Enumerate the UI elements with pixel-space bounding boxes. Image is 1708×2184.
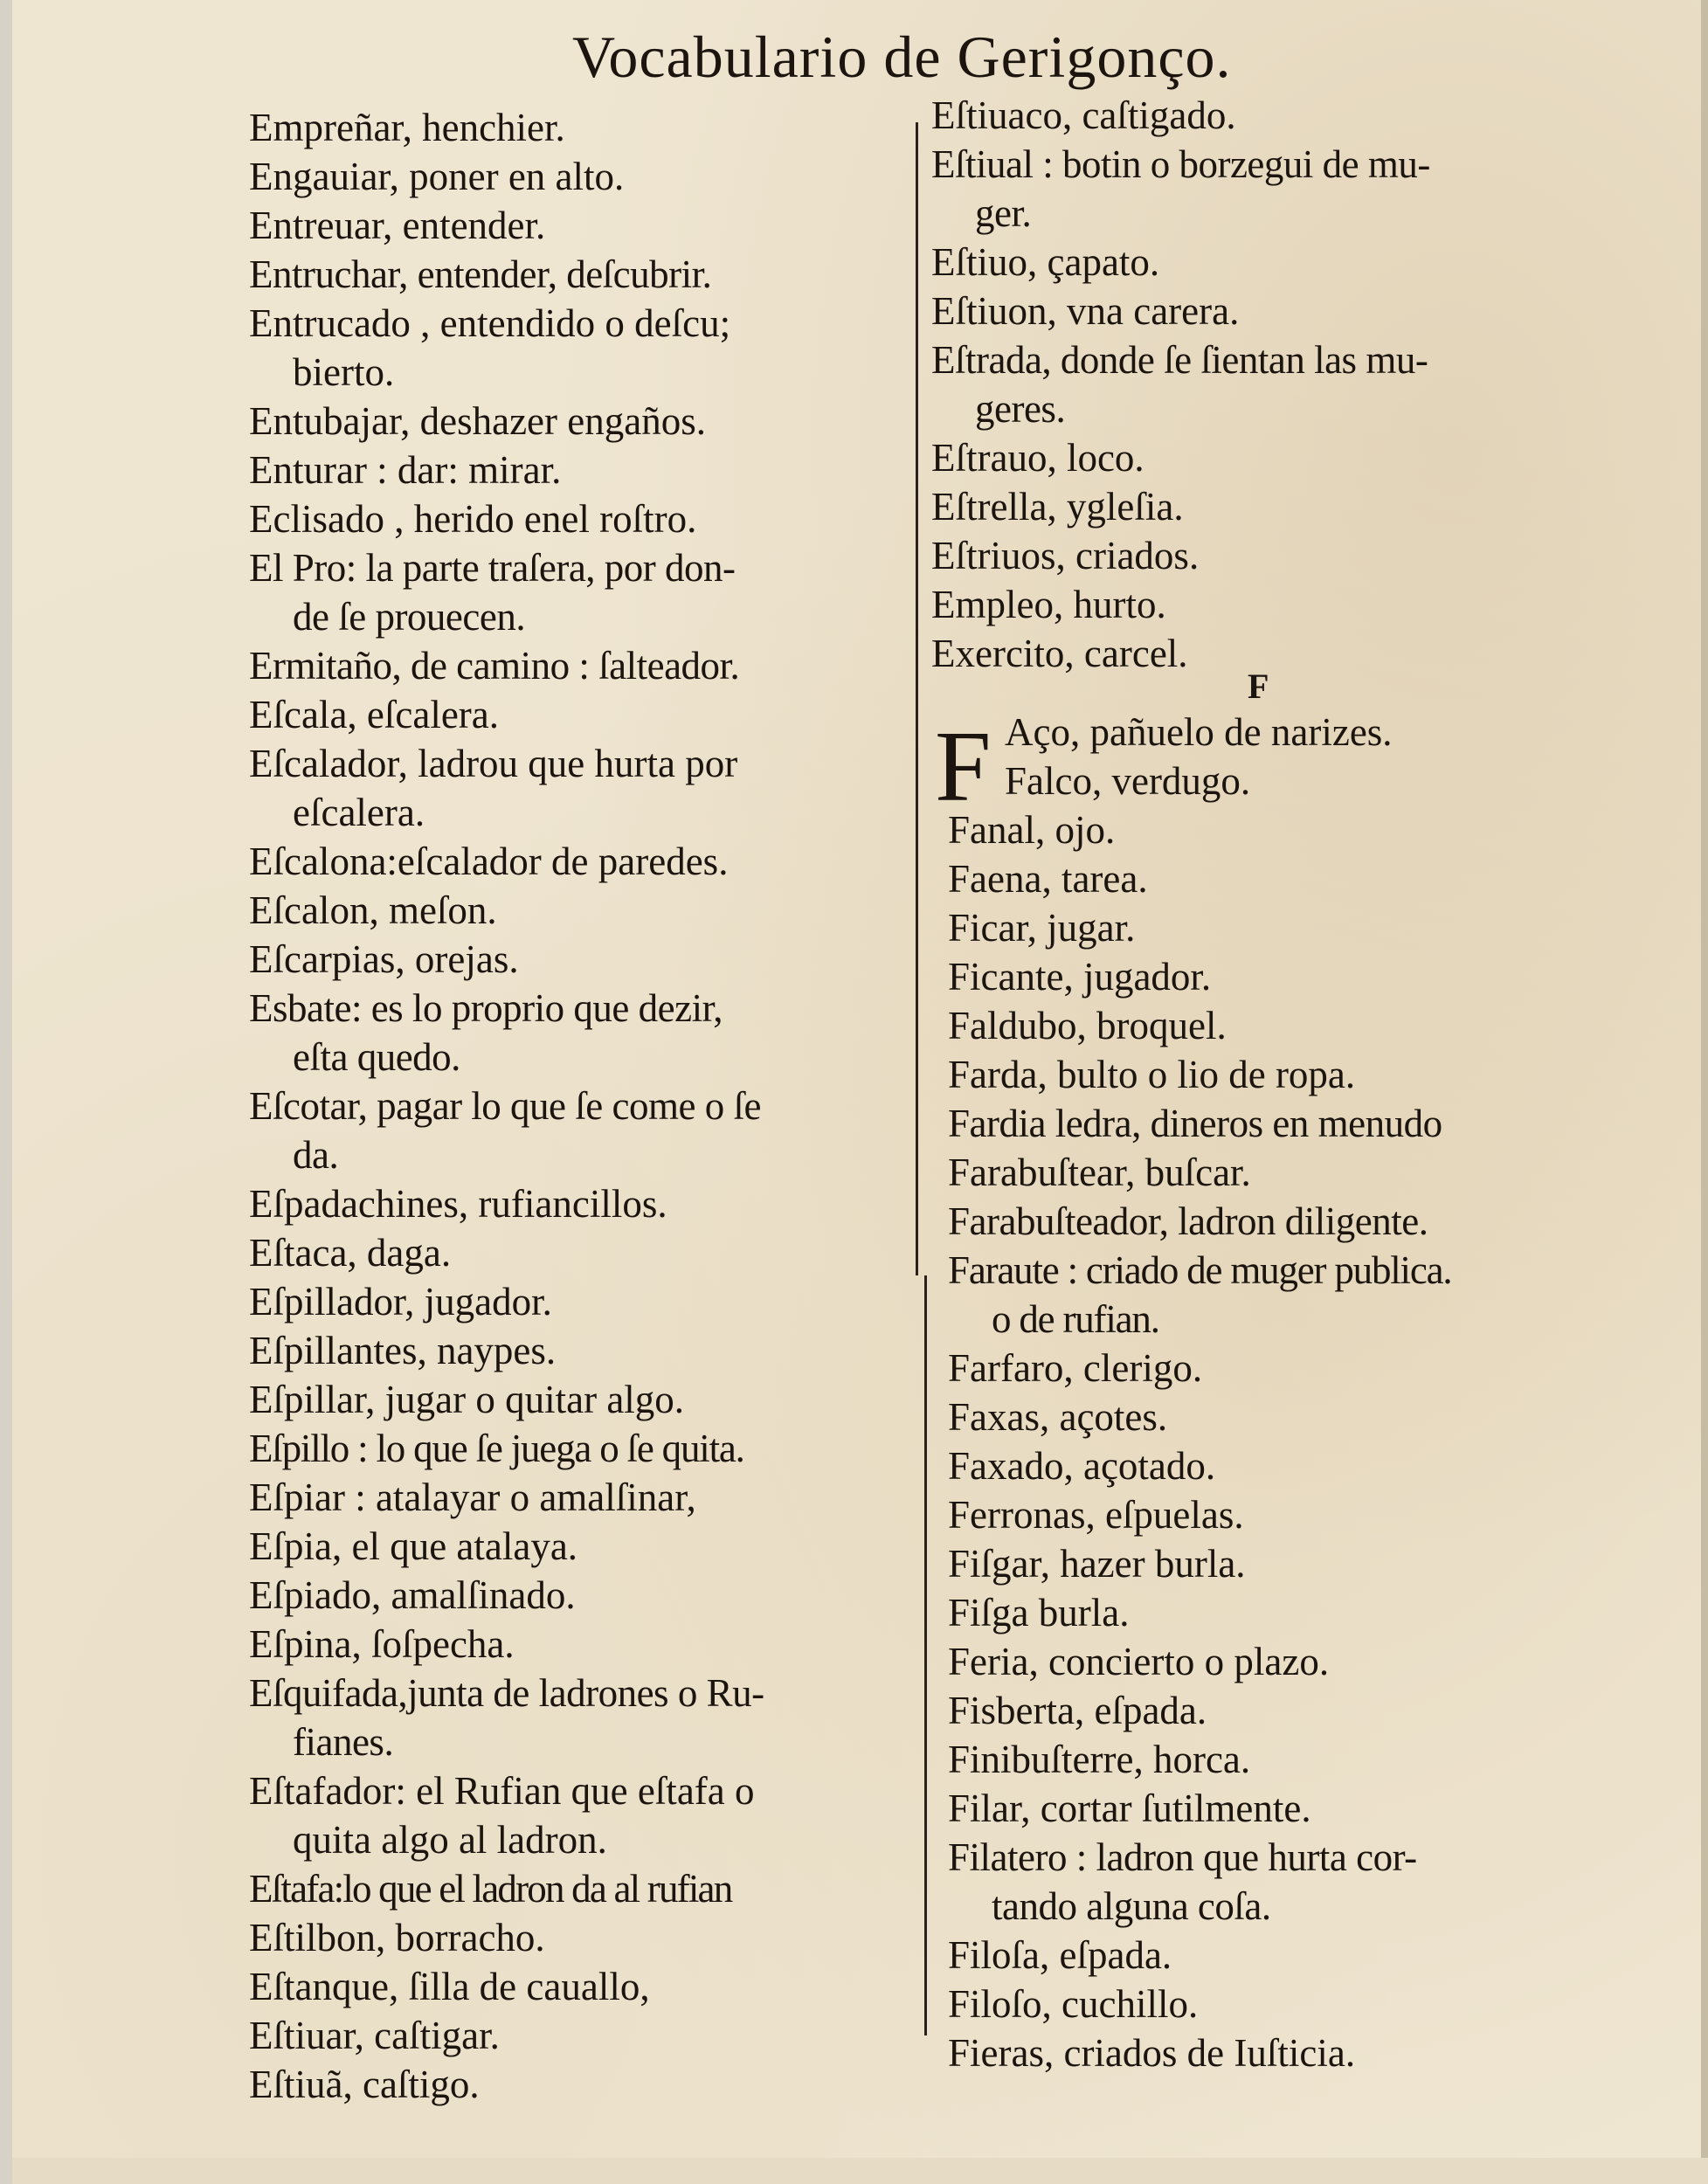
dictionary-entry	[931, 140, 1622, 238]
entry-text: Eſcalador, ladrou que hurta por	[249, 742, 738, 785]
entry-text: Exercito, carcel.	[931, 632, 1188, 675]
dictionary-entry	[249, 1766, 930, 1864]
dictionary-entry	[249, 543, 930, 641]
entry-continuation: ger.	[975, 191, 1032, 235]
entry-text: Eſcotar, pagar lo que ſe come o ſe	[249, 1084, 761, 1128]
entry-text: Feria, concierto o plazo.	[948, 1640, 1330, 1683]
entry-text: Eſtafador: el Rufian que eſtafa o	[249, 1769, 755, 1813]
dictionary-entry	[931, 335, 1622, 433]
dictionary-entry	[948, 1637, 1673, 1686]
dictionary-entry	[249, 446, 930, 494]
entry-text: Eſpillador, jugador.	[249, 1280, 552, 1324]
dictionary-entry	[249, 1913, 930, 1962]
dictionary-entry	[931, 433, 1622, 482]
left-column	[249, 103, 930, 2109]
entry-text: Eſpia, el que atalaya.	[249, 1524, 578, 1568]
entry-text: Entreuar, entender.	[249, 204, 546, 247]
dictionary-entry	[948, 805, 1673, 854]
entry-text: Eſcalona:eſcalador de paredes.	[249, 840, 729, 883]
dropcap-f: F	[935, 711, 992, 823]
entry-text: Eſtiuo, çapato.	[931, 240, 1160, 284]
dictionary-entry	[249, 984, 930, 1082]
dictionary-entry	[931, 580, 1622, 629]
dictionary-entry	[931, 482, 1622, 531]
entry-text: Eſtrella, ygleſia.	[931, 485, 1184, 529]
entry-text: Aço, pañuelo de narizes.	[1005, 710, 1393, 754]
entry-continuation: eſta quedo.	[293, 1035, 460, 1079]
entry-text: Eſtiuã, caſtigo.	[249, 2063, 480, 2106]
dictionary-entry	[948, 1344, 1673, 1393]
entry-continuation: o de rufian.	[992, 1297, 1159, 1341]
dictionary-entry	[931, 531, 1622, 580]
entry-text: Faena, tarea.	[948, 857, 1148, 901]
dictionary-entry	[249, 494, 930, 543]
page-bottom-shade	[12, 2158, 1708, 2184]
entry-continuation: de ſe prouecen.	[293, 595, 526, 639]
dictionary-entry	[249, 2060, 930, 2109]
dictionary-entry	[249, 1571, 930, 1620]
dictionary-entry	[249, 1864, 930, 1913]
dictionary-entry	[948, 1833, 1673, 1931]
dictionary-entry	[249, 886, 930, 935]
dictionary-entry	[948, 1931, 1673, 1980]
section-f-first-lines	[1005, 708, 1669, 805]
entry-text: Eſtiuaco, caſtigado.	[931, 93, 1236, 137]
entry-text: Eſpadachines, rufiancillos.	[249, 1182, 667, 1226]
entry-text: Fisberta, eſpada.	[948, 1689, 1207, 1732]
entry-text: Eſpillar, jugar o quitar algo.	[249, 1378, 685, 1421]
dictionary-entry	[948, 1001, 1673, 1050]
entry-text: Eſtaca, daga.	[249, 1231, 452, 1275]
entry-text: Eſtriuos, criados.	[931, 534, 1200, 577]
dictionary-entry	[249, 250, 930, 299]
entry-text: Faxado, açotado.	[948, 1444, 1216, 1488]
entry-continuation: eſcalera.	[293, 791, 425, 834]
dictionary-entry	[931, 629, 1622, 678]
entry-text: Eſquifada,junta de ladrones o Ru-	[249, 1671, 764, 1715]
entry-text: Empleo, hurto.	[931, 583, 1166, 626]
dictionary-entry	[249, 1179, 930, 1228]
entry-text: Ficante, jugador.	[948, 955, 1212, 999]
entry-text: Eſpiado, amalſinado.	[249, 1573, 576, 1617]
dictionary-entry	[948, 1148, 1673, 1197]
dictionary-entry	[948, 952, 1673, 1001]
entry-text: Eſpina, ſoſpecha.	[249, 1622, 515, 1666]
entry-text: Empreñar, henchier.	[249, 106, 565, 149]
entry-continuation: quita algo al ladron.	[293, 1818, 607, 1862]
entry-text: Enturar : dar: mirar.	[249, 448, 562, 492]
dictionary-entry	[249, 1326, 930, 1375]
dictionary-entry	[249, 1277, 930, 1326]
dictionary-entry	[948, 1490, 1673, 1539]
entry-text: El Pro: la parte traſera, por don-	[249, 546, 736, 590]
entry-text: Farabuſtear, buſcar.	[948, 1151, 1251, 1194]
dictionary-entry	[249, 1669, 930, 1766]
entry-text: Eſtiuon, vna carera.	[931, 289, 1240, 333]
dictionary-entry	[249, 397, 930, 446]
entry-continuation: bierto.	[293, 350, 395, 394]
dictionary-entry	[249, 1473, 930, 1522]
dictionary-entry	[948, 1980, 1673, 2028]
dictionary-entry	[948, 1393, 1673, 1441]
entry-text: Filoſo, cuchillo.	[948, 1982, 1199, 2026]
dictionary-entry	[948, 1197, 1673, 1246]
entry-text: Faraute : criado de muger publica.	[948, 1248, 1452, 1292]
right-column-e-entries	[931, 91, 1622, 678]
page-edge	[1701, 0, 1708, 2184]
section-heading-f: F	[1248, 667, 1269, 706]
entry-continuation: tando alguna coſa.	[992, 1884, 1271, 1928]
dictionary-entry	[249, 1424, 930, 1473]
entry-text: Eſcalon, meſon.	[249, 888, 497, 932]
dictionary-entry	[249, 201, 930, 250]
dictionary-entry	[249, 1620, 930, 1669]
entry-text: Fieras, criados de Iuſticia.	[948, 2031, 1356, 2075]
dictionary-entry	[249, 299, 930, 397]
entry-text: Engauiar, poner en alto.	[249, 155, 625, 198]
dictionary-entry	[249, 1522, 930, 1571]
entry-text: Eſcala, eſcalera.	[249, 693, 500, 736]
dictionary-entry	[931, 287, 1622, 335]
entry-continuation: da.	[293, 1133, 339, 1177]
entry-continuation: geres.	[975, 387, 1066, 431]
dictionary-entry	[948, 1686, 1673, 1735]
entry-text: Eſtafa:lo que el ladron da al rufian	[249, 1867, 732, 1911]
entry-text: Eſtrada, donde ſe ſientan las mu-	[931, 338, 1428, 382]
entry-text: Esbate: es lo proprio que dezir,	[249, 986, 723, 1030]
dictionary-entry	[249, 690, 930, 739]
entry-text: Entrucado , entendido o deſcu;	[249, 301, 731, 345]
dictionary-entry	[249, 1962, 930, 2011]
dictionary-entry	[948, 1050, 1673, 1099]
dictionary-entry	[249, 935, 930, 984]
entry-text: Filar, cortar ſutilmente.	[948, 1787, 1311, 1830]
entry-text: Eſpillantes, naypes.	[249, 1329, 557, 1372]
entry-text: Farfaro, clerigo.	[948, 1346, 1203, 1390]
dictionary-entry	[249, 2011, 930, 2060]
dictionary-entry	[1005, 708, 1669, 757]
dictionary-entry	[948, 1099, 1673, 1148]
entry-text: Filoſa, eſpada.	[948, 1933, 1172, 1977]
entry-text: Eſpillo : lo que ſe juega o ſe quita.	[249, 1427, 744, 1470]
entry-text: Eſtilbon, borracho.	[249, 1916, 545, 1959]
dictionary-entry	[1005, 757, 1669, 805]
entry-text: Fiſgar, hazer burla.	[948, 1542, 1246, 1586]
entry-text: Eſpiar : atalayar o amalſinar,	[249, 1476, 696, 1519]
entry-text: Ermitaño, de camino : ſalteador.	[249, 644, 740, 688]
entry-text: Fiſga burla.	[948, 1591, 1130, 1635]
entry-text: Faldubo, broquel.	[948, 1004, 1227, 1047]
entry-text: Eclisado , herido enel roſtro.	[249, 497, 697, 541]
entry-text: Ficar, jugar.	[948, 906, 1136, 950]
dictionary-entry	[948, 1441, 1673, 1490]
entry-text: Eſtanque, ſilla de cauallo,	[249, 1965, 650, 2008]
entry-text: Falco, verdugo.	[1005, 759, 1251, 803]
dictionary-entry	[249, 837, 930, 886]
entry-text: Entruchar, entender, deſcubrir.	[249, 252, 712, 296]
entry-text: Eſtrauo, loco.	[931, 436, 1144, 480]
dictionary-entry	[948, 1784, 1673, 1833]
dictionary-entry	[931, 238, 1622, 287]
entry-text: Eſtiual : botin o borzegui de mu-	[931, 142, 1430, 186]
entry-text: Farda, bulto o lio de ropa.	[948, 1053, 1356, 1096]
dictionary-entry	[931, 91, 1622, 140]
entry-text: Finibuſterre, horca.	[948, 1738, 1251, 1781]
dictionary-entry	[249, 1082, 930, 1179]
entry-text: Ferronas, eſpuelas.	[948, 1493, 1244, 1537]
page-title: Vocabulario de Gerigonço.	[572, 24, 1232, 90]
dictionary-entry	[948, 2028, 1673, 2077]
dictionary-entry	[249, 641, 930, 690]
dictionary-entry	[249, 1375, 930, 1424]
entry-text: Faxas, açotes.	[948, 1395, 1168, 1439]
dictionary-entry	[249, 152, 930, 201]
entry-text: Fardia ledra, dineros en menudo	[948, 1102, 1442, 1145]
entry-text: Fanal, ojo.	[948, 808, 1116, 852]
entry-text: Eſtiuar, caſtigar.	[249, 2014, 500, 2057]
dictionary-entry	[948, 1246, 1673, 1344]
dictionary-entry	[249, 739, 930, 837]
dictionary-entry	[948, 854, 1673, 903]
dictionary-entry	[948, 1588, 1673, 1637]
dictionary-entry	[948, 1735, 1673, 1784]
dictionary-entry	[948, 903, 1673, 952]
dictionary-entry	[249, 1228, 930, 1277]
entry-text: Filatero : ladron que hurta cor-	[948, 1835, 1417, 1879]
entry-text: Farabuſteador, ladron diligente.	[948, 1199, 1428, 1243]
entry-text: Entubajar, deshazer engaños.	[249, 399, 706, 443]
entry-continuation: fianes.	[293, 1720, 394, 1764]
entry-text: Eſcarpias, orejas.	[249, 937, 519, 981]
dictionary-entry	[948, 1539, 1673, 1588]
dictionary-entry	[249, 103, 930, 152]
section-f-entries	[948, 805, 1673, 2077]
